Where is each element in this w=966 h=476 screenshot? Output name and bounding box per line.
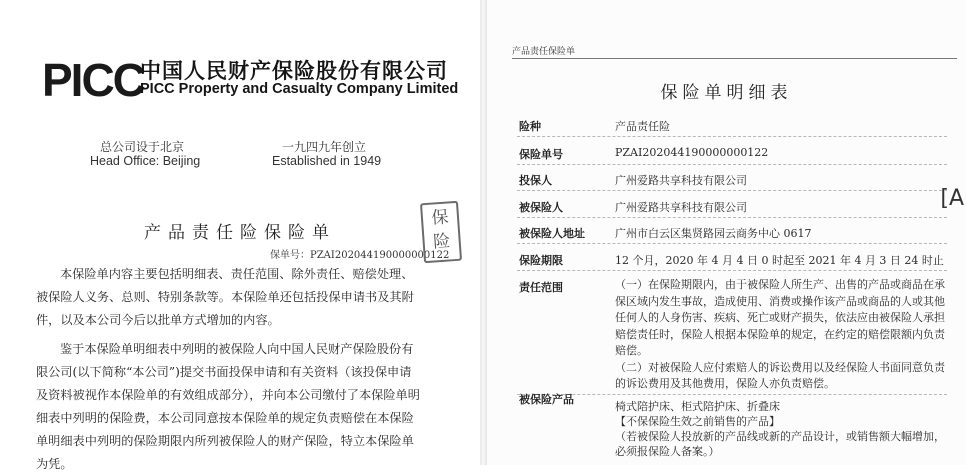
document-title: 产品责任险保险单 bbox=[144, 223, 336, 243]
head-office-cn: 总公司设于北京 bbox=[100, 140, 185, 154]
coverage-line: （一）在保险期限内，由于被保险人所生产、出售的产品或商品在承 bbox=[615, 278, 945, 291]
row-value-policy-period: 12 个月，2020 年 4 月 4 日 0 时起至 2021 年 4 月 3 日 24 时止 bbox=[615, 254, 944, 267]
row-value-insured: 广州爱路共享科技有限公司 bbox=[615, 201, 747, 214]
seal-stamp bbox=[420, 201, 462, 264]
page-edge-mark: [A bbox=[940, 186, 964, 211]
coverage-line: 的诉讼费用及其他费用，保险人亦负责赔偿。 bbox=[615, 377, 835, 390]
established-cn: 一九四九年创立 bbox=[282, 140, 367, 154]
product-line: 椅式陪护床、柜式陪护床、折叠床 bbox=[615, 400, 780, 413]
row-label-coverage: 责任范围 bbox=[519, 281, 563, 294]
row-divider bbox=[517, 190, 947, 191]
header-divider bbox=[512, 58, 957, 59]
row-divider bbox=[517, 270, 947, 271]
stamp-char: 险 bbox=[432, 231, 451, 253]
coverage-line: 保区域内发生事故，造成使用、消费或操作该产品或商品的人或其他 bbox=[615, 294, 945, 308]
coverage-line: （二）对被保险人应付索赔人的诉讼费用以及经保险人书面同意负责 bbox=[615, 360, 945, 374]
schedule-title: 保险单明细表 bbox=[660, 83, 793, 103]
coverage-line: 赔偿责任时，保险人根据本保险单的规定，在约定的赔偿限额内负责 bbox=[615, 327, 945, 341]
policy-paragraph: 鉴于本保险单明细表中列明的被保险人向中国人民财产保险股份有限公司(以下简称“本公司”)提交书面投保申请和有关资料（该投保申请及资料被视作本保险单的有效组成部分），并向本公司缴付了本保险单明细表中列明的保险费，本公司同意按本保险单的规定负责赔偿在本保险单明细表中列明的保险期限内所列被保险人的财产保险，特立本保险单为凭。 bbox=[36, 342, 420, 471]
row-label-insurance-type: 险种 bbox=[519, 120, 541, 133]
row-label-policy-number: 保险单号 bbox=[519, 148, 563, 161]
product-line: （若被保险人投放新的产品线或新的产品设计，或销售额大幅增加， bbox=[615, 430, 945, 443]
policy-cover-page bbox=[0, 0, 480, 471]
row-label-insured-products: 被保险产品 bbox=[519, 393, 574, 406]
policy-body bbox=[36, 263, 420, 476]
picc-logo-mark-text: PICC bbox=[42, 54, 144, 106]
row-divider bbox=[517, 243, 947, 244]
row-divider bbox=[517, 164, 947, 165]
row-value-policy-number: PZAI202044190000000122 bbox=[615, 146, 769, 159]
company-name-en: PICC Property and Casualty Company Limited bbox=[140, 81, 459, 97]
head-office-en: Head Office: Beijing bbox=[90, 154, 201, 168]
policy-number: 保单号：PZAI202044190000000122 bbox=[270, 250, 450, 261]
row-value-applicant: 广州爱路共享科技有限公司 bbox=[615, 174, 747, 187]
coverage-text bbox=[615, 277, 950, 393]
picc-logo-icon bbox=[40, 52, 144, 106]
policy-paragraph: 本保险单内容主要包括明细表、责任范围、除外责任、赔偿处理、被保险人义务、总则、特别条款等。本保险单还包括投保申请书及其附件，以及本公司今后以批单方式增加的内容。 bbox=[36, 267, 414, 327]
row-value-insured-address: 广州市白云区集贤路园云商务中心 0617 bbox=[615, 227, 812, 240]
stamp-char: 保 bbox=[430, 207, 450, 229]
coverage-line: 赔偿。 bbox=[615, 344, 648, 357]
insured-products-text bbox=[615, 399, 950, 459]
row-label-insured: 被保险人 bbox=[519, 201, 563, 214]
row-value-insurance-type: 产品责任险 bbox=[615, 120, 670, 133]
product-line: 【不保保险生效之前销售的产品】 bbox=[615, 415, 780, 428]
row-divider bbox=[517, 217, 947, 218]
row-label-insured-address: 被保险人地址 bbox=[519, 227, 585, 240]
picc-logo bbox=[40, 52, 459, 106]
coverage-line: 任何人的人身伤害、疾病、死亡或财产损失，依法应由被保险人承担 bbox=[615, 311, 945, 324]
running-header: 产品责任保险单 bbox=[512, 47, 576, 57]
row-label-policy-period: 保险期限 bbox=[519, 254, 563, 267]
row-label-applicant: 投保人 bbox=[519, 174, 552, 187]
product-line: 必须报保险人备案。） bbox=[615, 445, 720, 458]
company-name-cn: 中国人民财产保险股份有限公司 bbox=[140, 59, 448, 83]
page-gutter bbox=[480, 0, 487, 465]
row-divider bbox=[517, 394, 947, 395]
established-en: Established in 1949 bbox=[272, 154, 382, 168]
row-divider bbox=[517, 136, 947, 137]
policy-schedule-page bbox=[487, 0, 966, 465]
